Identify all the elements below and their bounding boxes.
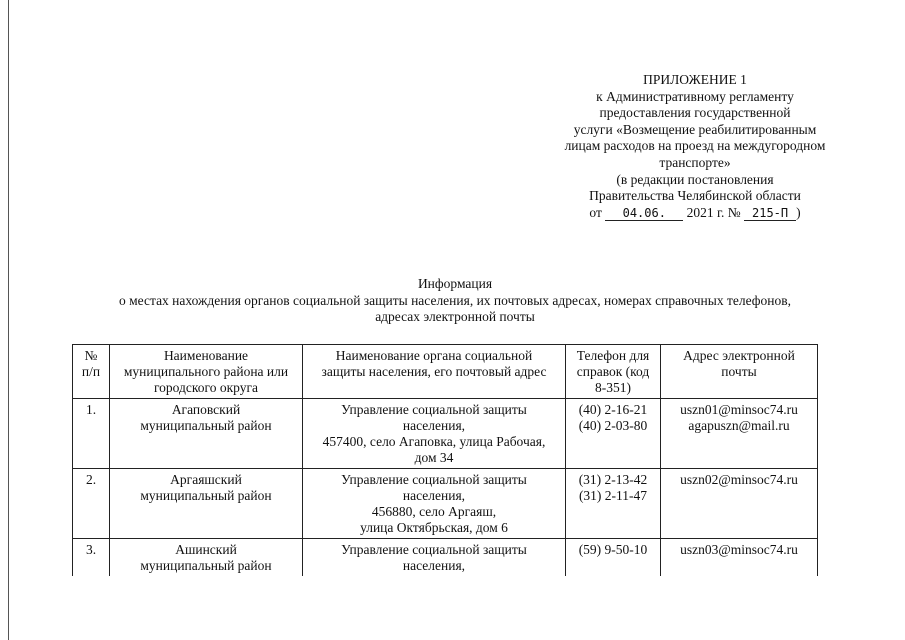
header-text: 8-351) [595, 380, 631, 395]
row-num: 2. [73, 469, 110, 539]
header-organization [303, 345, 566, 399]
row-num: 1. [73, 399, 110, 469]
header-text: Наименование органа социальной [335, 348, 533, 363]
appendix-line: услуги «Возмещение реабилитированным [573, 121, 817, 137]
organization-text: населения, [402, 488, 466, 503]
organization-text: Управление социальной защиты [341, 542, 527, 557]
organization-text: населения, [402, 418, 466, 433]
phone-cell [566, 539, 661, 577]
district-text: муниципальный район [140, 558, 272, 573]
date-prefix: от [589, 204, 602, 220]
email-cell [661, 539, 818, 577]
table-row [73, 399, 818, 469]
organization-text: дом 34 [414, 450, 454, 465]
table-header-row [73, 345, 818, 399]
row-num: 3. [73, 539, 110, 577]
phone-cell [566, 469, 661, 539]
phone-text: (40) 2-16-21 [578, 402, 648, 417]
header-text: Телефон для [576, 348, 650, 363]
organization-cell [303, 399, 566, 469]
header-num [73, 345, 110, 399]
email-cell [661, 399, 818, 469]
header-text: Адрес электронной [683, 348, 795, 363]
header-text: п/п [81, 364, 101, 379]
organization-text: улица Октябрьская, дом 6 [360, 520, 508, 535]
organization-cell [303, 469, 566, 539]
email-text: uszn03@minsoc74.ru [680, 542, 798, 557]
header-text: защиты населения, его почтовый адрес [321, 364, 547, 379]
district-text: Ашинский [175, 542, 237, 557]
email-text: uszn02@minsoc74.ru [680, 472, 798, 487]
district-text: муниципальный район [140, 488, 272, 503]
organization-text: населения, [402, 558, 466, 573]
appendix-line: ПРИЛОЖЕНИЕ 1 [643, 72, 747, 87]
appendix-line: Правительства Челябинской области [589, 188, 801, 204]
phone-text: (59) 9-50-10 [578, 542, 648, 557]
table-row [73, 539, 818, 577]
header-text: Наименование [163, 348, 249, 363]
phone-cell [566, 399, 661, 469]
header-email [661, 345, 818, 399]
page-edge-line [8, 0, 9, 640]
district-cell [110, 469, 303, 539]
header-text: № [84, 348, 98, 363]
info-line: о местах нахождения органов социальной защиты населения, их почтовых адресах, номерах справочных телефонов, [119, 292, 791, 308]
email-text: uszn01@minsoc74.ru [680, 402, 798, 417]
phone-text: (31) 2-13-42 [578, 472, 648, 487]
closing-paren: ) [796, 204, 801, 220]
header-phone [566, 345, 661, 399]
info-line: адресах электронной почты [375, 309, 535, 325]
offices-table [72, 344, 818, 576]
district-cell [110, 539, 303, 577]
header-text: справок (код [576, 364, 650, 379]
appendix-line: (в редакции постановления [616, 171, 774, 187]
appendix-line: предоставления государственной [599, 105, 791, 121]
date-field: 04.06. [605, 207, 683, 221]
header-text: городского округа [153, 380, 259, 395]
appendix-line: к Административному регламенту [596, 88, 794, 104]
organization-text: 456880, село Аргаяш, [371, 504, 497, 519]
info-title: Информация [417, 276, 493, 291]
phone-text: (31) 2-11-47 [578, 488, 648, 503]
phone-text: (40) 2-03-80 [578, 418, 648, 433]
district-text: муниципальный район [140, 418, 272, 433]
table-row [73, 469, 818, 539]
header-district [110, 345, 303, 399]
number-field: 215-П [744, 207, 796, 221]
organization-text: Управление социальной защиты [341, 402, 527, 417]
header-text: муниципального района или [123, 364, 289, 379]
appendix-line: транспорте» [659, 154, 731, 170]
year-text: 2021 г. № [686, 204, 741, 220]
appendix-date-line [540, 205, 850, 222]
email-cell [661, 469, 818, 539]
appendix-header [540, 72, 850, 221]
email-text: agapuszn@mail.ru [688, 418, 790, 433]
district-text: Аргаяшский [170, 472, 242, 487]
organization-text: Управление социальной защиты [341, 472, 527, 487]
header-text: почты [721, 364, 757, 379]
organization-cell [303, 539, 566, 577]
district-text: Агаповский [171, 402, 241, 417]
organization-text: 457400, село Агаповка, улица Рабочая, [322, 434, 546, 449]
district-cell [110, 399, 303, 469]
appendix-line: лицам расходов на проезд на междугородном [564, 138, 826, 154]
info-heading [60, 276, 850, 326]
